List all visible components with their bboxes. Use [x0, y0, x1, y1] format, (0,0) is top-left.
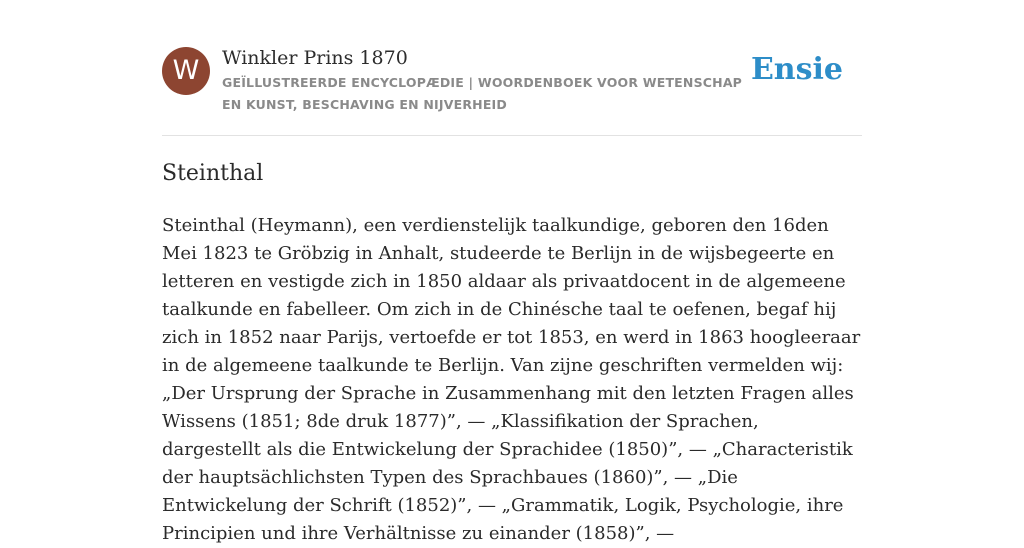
entry-title: Steinthal [162, 161, 264, 186]
source-title[interactable]: Winkler Prins 1870 [222, 47, 408, 69]
source-subtitle: GEÏLLUSTREERDE ENCYCLOPÆDIE | WOORDENBOEK VOOR WETENSCHAP EN KUNST, BESCHAVING EN NIJVERHEID [222, 75, 743, 112]
entry-body: Steinthal (Heymann), een verdienstelijk taalkundige, geboren den 16den Mei 1823 te Gröbzig in Anhalt, studeerde te Berlijn in de wijsbegeerte en letteren en vestigde zich in 1850 aldaar als privaatdocent in de algemeene taalkunde en fabelleer. Om zich in de Chinésche taal te oefenen, begaf hij zich in 1852 naar Parijs, vertoefde er tot 1853, en werd in 1863 hoogleeraar in de algemeene taalkunde te Berlijn. Van zijne geschriften vermelden wij: „Der Ursprung der Sprache in Zusammenhang mit den letzten Fragen alles Wissens (1851; 8de druk 1877)”, — „Klassifikation der Sprachen, dargestellt als die Entwickelung der Sprachidee (1850)”, — „Characteristik der hauptsächlichsten Typen des Sprachbaues (1860)”, — „Die Entwickelung der Schrift (1852)”, — „Grammatik, Logik, Psychologie, ihre Principien und ihre Verhältnisse zu einander (1858)”, — [162, 215, 861, 544]
source-header [162, 46, 862, 136]
avatar[interactable]: W [162, 47, 210, 95]
brand-logo[interactable]: Ensie [750, 52, 843, 87]
